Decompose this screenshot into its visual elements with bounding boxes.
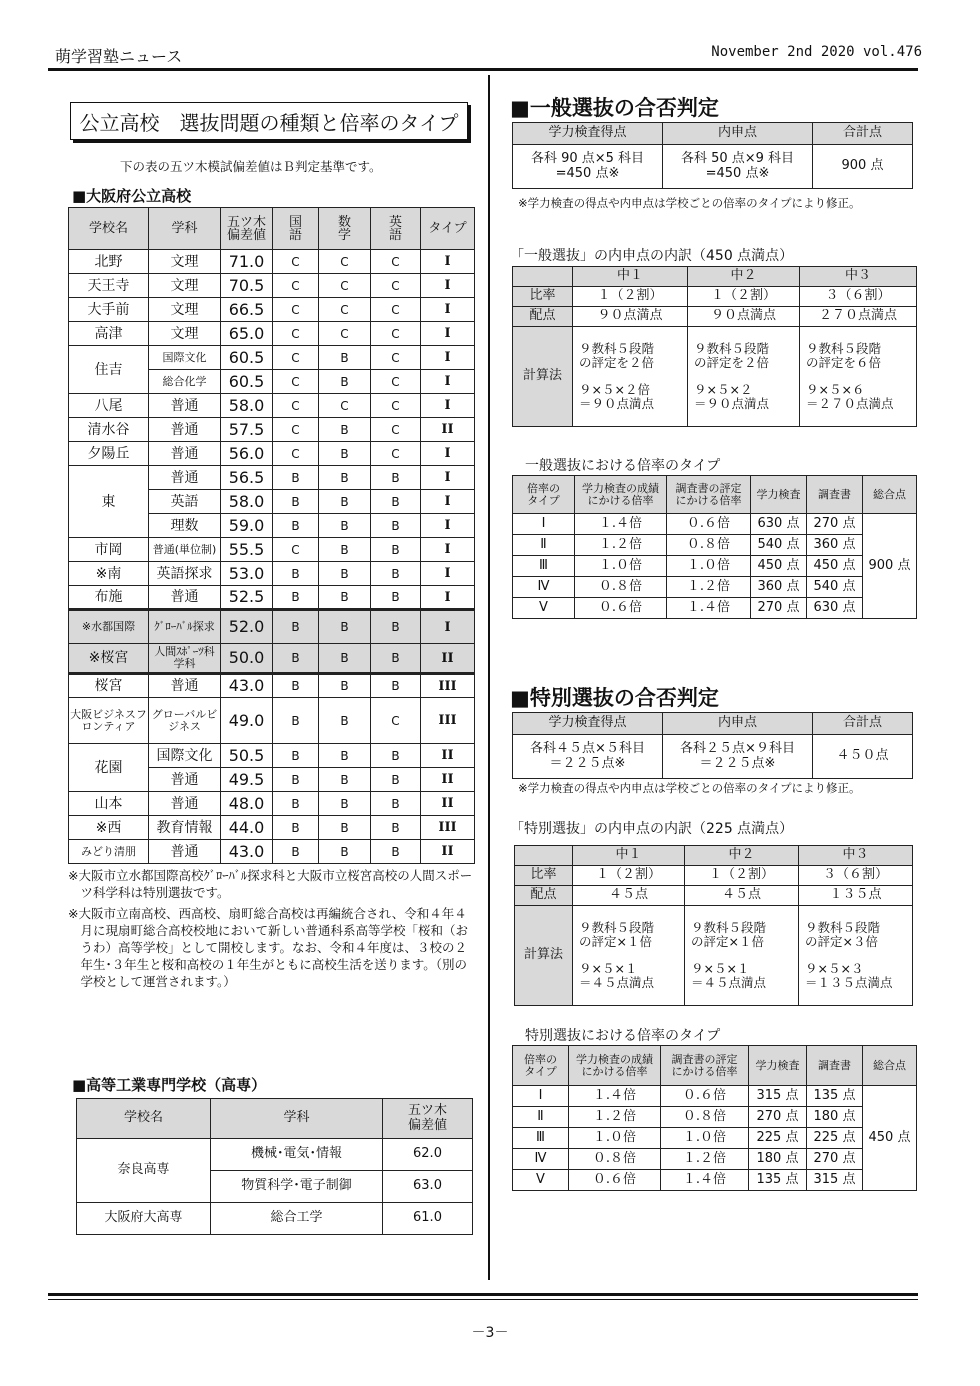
table-row: 桜宮 普通 43.0 B B B III <box>69 674 475 698</box>
table-row: 東 普通 56.5 B B B I <box>69 466 475 490</box>
kosen-table: 学校名 学科 五ツ木 偏差値 奈良高専 機械･電気･情報 62.0 物質科学･電子制御 63.0 大阪府大高専 総合工学 61.0 <box>76 1098 473 1235</box>
general-heading: ■一般選抜の合否判定 <box>510 96 719 120</box>
table-row: 夕陽丘 普通 56.0 C B C I <box>69 442 475 466</box>
table-row: Ⅴ ０.６倍 １.４倍 135 点 315 点 <box>513 1170 917 1191</box>
special-heading: ■特別選抜の合否判定 <box>510 686 719 710</box>
special-ratio-title: 特別選抜における倍率のタイプ <box>525 1028 721 1044</box>
table-row: 八尾 普通 58.0 C C C I <box>69 394 475 418</box>
table-row: ※桜宮 人間ｽﾎﾟｰﾂ科学科 50.0 B B B II <box>69 644 475 674</box>
footnote-special: ※大阪市立水都国際高校ｸﾞﾛｰﾊﾞﾙ探求科と大阪市立桜宮高校の人間スポーツ科学科は特別選抜です。 <box>68 868 473 900</box>
table-row: 理数 59.0 B B B I <box>69 514 475 538</box>
table-row: 普通 49.5 B B B II <box>69 768 475 792</box>
col-type: タイプ <box>421 208 475 250</box>
table-row: ※水都国際 ｸﾞﾛｰﾊﾞﾙ探求 52.0 B B B I <box>69 610 475 644</box>
general-score-table: 学力検査得点 内申点 合計点 各科 90 点×5 科目 =450 点※ 各科 50 点×9 科目 =450 点※ 900 点 <box>512 122 913 189</box>
general-naishin-table: 中１ 中２ 中３ 比率 １（２割） １（２割） ３（６割） 配点 ９０点満点 ９０点満点 ２７０点満点 計算法 ９教科５段階 の評定を２倍 ９×５×２倍 ＝９０点満点 ９教科５段階 の評定を２倍 ９×５×２ ＝９０点満点 ９教科５段階 の評定を６倍 ９×５×６ ＝２７０点満点 <box>512 266 917 427</box>
table-row: Ⅳ ０.８倍 １.２倍 180 点 270 点 <box>513 1149 917 1170</box>
col-school: 学校名 <box>69 208 149 250</box>
col-score: 五ツ木 偏差値 <box>221 208 273 250</box>
table-row: Ⅲ １.０倍 １.０倍 450 点 450 点 <box>513 556 917 577</box>
footnote-merger: ※大阪市立南高校、西高校、扇町総合高校は再編統合され、令和４年４月に現扇町総合高校校地において新しい普通科系高等学校「桜和（おうわ）高等学校」として開校します。なお、令和４年度は、３校の２年生･３年生と桜和高校の１年生がともに高校生活を送ります。（別の学校として運営されます。） <box>68 906 469 989</box>
table-row: 市岡 普通(単位制) 55.5 C B B I <box>69 538 475 562</box>
table-row: 物質科学･電子制御 63.0 <box>77 1171 473 1203</box>
special-score-note: ※学力検査の得点や内申点は学校ごとの倍率のタイプにより修正。 <box>518 781 861 795</box>
general-ratio-title: 一般選抜における倍率のタイプ <box>525 458 721 474</box>
special-score-table: 学力検査得点 内申点 合計点 各科４５点×５科目 ＝２２５点※ 各科２５点×９科目 ＝２２５点※ ４５０点 <box>512 712 913 779</box>
special-naishin-title: 「特別選抜」の内申点の内訳（225 点満点） <box>510 821 794 837</box>
table-row: 奈良高専 機械･電気･情報 62.0 <box>77 1139 473 1171</box>
page-title: 公立高校 選抜問題の種類と倍率のタイプ <box>70 102 468 140</box>
newsletter-title: 萌学習塾ニュース <box>55 47 183 66</box>
col-eng: 英 語 <box>371 208 421 250</box>
table-row: ※南 英語探求 53.0 B B B I <box>69 562 475 586</box>
table-row: Ⅰ １.４倍 ０.６倍 315 点 135 点 450 点 <box>513 1086 917 1107</box>
page-number: －3－ <box>471 1325 509 1341</box>
table-row: Ⅴ ０.６倍 １.４倍 270 点 630 点 <box>513 598 917 619</box>
table-row: 山本 普通 48.0 B B B II <box>69 792 475 816</box>
table-row: 大手前 文理 66.5 C C C I <box>69 298 475 322</box>
table-row: 花園 国際文化 50.5 B B B II <box>69 744 475 768</box>
criteria-note: 下の表の五ツ木模試偏差値はＢ判定基準です。 <box>120 159 382 174</box>
general-naishin-title: 「一般選抜」の内申点の内訳（450 点満点） <box>510 248 794 264</box>
general-ratio-table: 倍率の タイプ 学力検査の成績 にかける倍率 調査書の評定 にかける倍率 学力検査 調査書 総合点 Ⅰ １.４倍 ０.６倍 630 点 270 点 900 点 Ⅱ １.２倍 ０.８倍 540 点 360 点 Ⅲ １.０倍 １.０倍 450 点 450 点 Ⅳ ０.８倍 １.２倍 360 点 540 点 Ⅴ ０.６倍 １.４倍 270 点 630 点 <box>512 475 917 619</box>
col-course: 学科 <box>149 208 221 250</box>
table-row: Ⅰ １.４倍 ０.６倍 630 点 270 点 900 点 <box>513 514 917 535</box>
issue-date: November 2nd 2020 vol.476 <box>711 44 922 60</box>
table-row: 北野 文理 71.0 C C C I <box>69 250 475 274</box>
bottom-rule <box>48 1293 918 1296</box>
osaka-school-table <box>68 207 475 864</box>
special-naishin-table: 中１ 中２ 中３ 比率 １（２割） １（２割） ３（６割） 配点 ４５点 ４５点 １３５点 計算法 ９教科５段階 の評定×１倍 ９×５×１ ＝４５点満点 ９教科５段階 の評定×１倍 ９×５×１ ＝４５点満点 ９教科５段階 の評定×３倍 ９×５×３ ＝１３５点満点 <box>514 845 913 1006</box>
table-row: 住吉 国際文化 60.5 C B C I <box>69 346 475 370</box>
osaka-heading: ■大阪府公立高校 <box>72 187 192 205</box>
col-jp: 国 語 <box>273 208 319 250</box>
table-row: 大阪ビジネスフロンティア グローバルビジネス 49.0 B B C III <box>69 698 475 744</box>
table-row: 清水谷 普通 57.5 C B C II <box>69 418 475 442</box>
top-rule <box>48 68 918 71</box>
table-row: 英語 58.0 B B B I <box>69 490 475 514</box>
special-ratio-table: 倍率の タイプ 学力検査の成績 にかける倍率 調査書の評定 にかける倍率 学力検査 調査書 総合点 Ⅰ １.４倍 ０.６倍 315 点 135 点 450 点 Ⅱ １.２倍 ０.８倍 270 点 180 点 Ⅲ １.０倍 １.０倍 225 点 225 点 Ⅳ ０.８倍 １.２倍 180 点 270 点 Ⅴ ０.６倍 １.４倍 135 点 315 点 <box>512 1045 917 1191</box>
table-row: 布施 普通 52.5 B B B I <box>69 586 475 610</box>
table-row: 高津 文理 65.0 C C C I <box>69 322 475 346</box>
bottom-rule-thin <box>48 1299 918 1300</box>
table-row: Ⅱ １.２倍 ０.８倍 270 点 180 点 <box>513 1107 917 1128</box>
table-row: みどり清朋 普通 43.0 B B B II <box>69 840 475 864</box>
table-row: 大阪府大高専 総合工学 61.0 <box>77 1203 473 1235</box>
table-row: 総合化学 60.5 C B C I <box>69 370 475 394</box>
table-row: 天王寺 文理 70.5 C C C I <box>69 274 475 298</box>
col-math: 数 学 <box>319 208 371 250</box>
kosen-heading: ■高等工業専門学校（高専） <box>72 1076 267 1094</box>
table-row: Ⅲ １.０倍 １.０倍 225 点 225 点 <box>513 1128 917 1149</box>
table-row: Ⅳ ０.８倍 １.２倍 360 点 540 点 <box>513 577 917 598</box>
general-score-note: ※学力検査の得点や内申点は学校ごとの倍率のタイプにより修正。 <box>518 196 861 210</box>
column-divider <box>488 75 490 1280</box>
table-row: Ⅱ １.２倍 ０.８倍 540 点 360 点 <box>513 535 917 556</box>
table-row: ※西 教育情報 44.0 B B B III <box>69 816 475 840</box>
